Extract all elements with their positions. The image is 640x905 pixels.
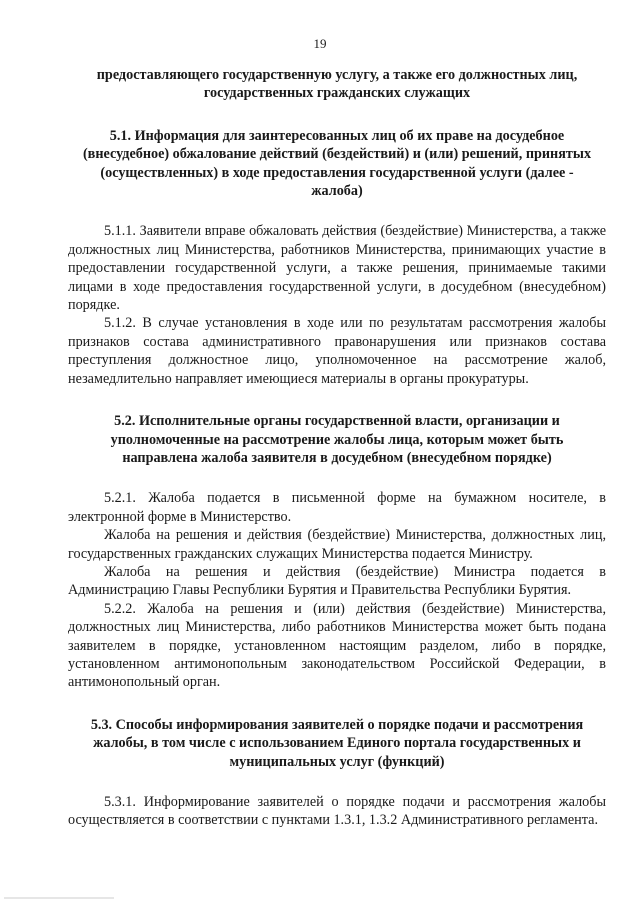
paragraph: Жалоба на решения и действия (бездействие) Министерства, должностных лиц, государственных гражданских служащих Министерства подается Министру. xyxy=(68,527,606,562)
paragraph: Жалоба на решения и действия (бездействие) Министра подается в Администрацию Главы Республики Бурятия и Правительства Республики Бурятия. xyxy=(68,563,606,599)
paragraph: 5.2.1. Жалоба подается в письменной форме на бумажном носителе, в электронной форме в Министерство. xyxy=(68,490,606,525)
continuation-heading: предоставляющего государственную услугу, а также его должностных лиц, государственных гражданских служащих xyxy=(96,67,578,102)
paragraph: 5.1.1. Заявители вправе обжаловать действия (бездействие) Министерства, а также должностных лиц Министерства, работников Министерства, принимающих участие в предоставлении государственной услуги, а также решения, принимаемые такими лицами в ходе предоставления государственной услуги, в досудебном (внесудебном) порядке. xyxy=(68,223,606,314)
section-heading: 5.1. Информация для заинтересованных лиц об их праве на досудебное (внесудебное) обжалование действий (бездействий) и (или) решений, принятых (осуществленных) в ходе предоставления государственной услуги (далее - жалоба) xyxy=(82,127,592,200)
section-heading: 5.3. Способы информирования заявителей о порядке подачи и рассмотрения жалобы, в том числе с использованием Единого портала государственных и муниципальных услуг (функций) xyxy=(90,716,584,770)
section-5-3 xyxy=(68,716,606,830)
section-heading: 5.2. Исполнительные органы государственной власти, организации и уполномоченные на рассмотрение жалобы лица, которым может быть направлена жалоба заявителя в досудебном (внесудебном порядке) xyxy=(110,413,564,466)
section-5-1 xyxy=(68,127,606,388)
paragraph: 5.2.2. Жалоба на решения и (или) действия (бездействие) Министерства, должностных лиц Министерства, либо работников Министерства может быть подана заявителем в порядке, установленном настоящим разделом, либо в порядке, установленном антимонопольным законодательством Российской Федерации, в антимонопольный орган. xyxy=(68,600,606,691)
page-number: 19 xyxy=(313,36,327,51)
page-content xyxy=(68,66,606,830)
paragraph: 5.1.2. В случае установления в ходе или по результатам рассмотрения жалобы признаков состава административного правонарушения или признаков состава преступления должностное лицо, уполномоченное на рассмотрение жалоб, незамедлительно направляет имеющиеся материалы в органы прокуратуры. xyxy=(68,315,606,387)
paragraph: 5.3.1. Информирование заявителей о порядке подачи и рассмотрения жалобы осуществляется в соответствии с пунктами 1.3.1, 1.3.2 Административного регламента. xyxy=(68,794,606,829)
scan-artifact xyxy=(4,897,114,899)
section-5-2 xyxy=(68,412,606,692)
